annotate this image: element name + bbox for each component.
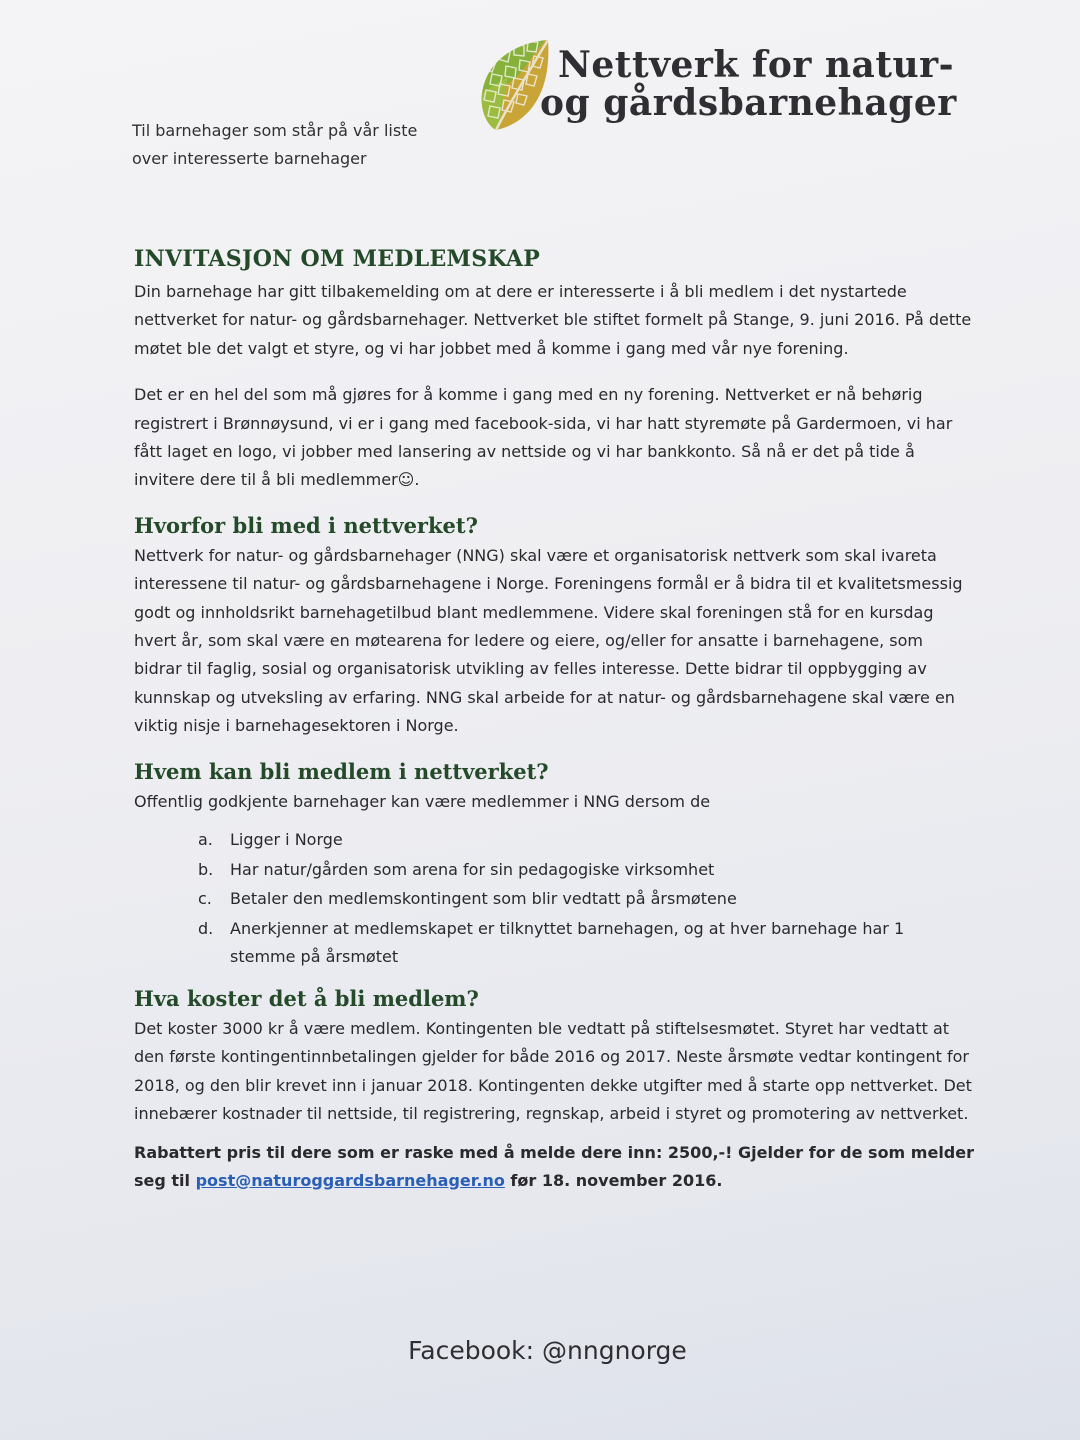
- cost-paragraph: Det koster 3000 kr å være medlem. Kontingenten ble vedtatt på stiftelsesmøtet. Styret har vedtatt at den første kontingentinnbetalingen gjelder for både 2016 og 2017. Neste årsmøte vedtar kontingent for 2018, og den blir krevet inn i januar 2018. Kontingenten dekke utgifter med å starte opp nettverket. Det innebærer kostnader til nettside, til registrering, regnskap, arbeid i styret og promotering av nettverket.: [134, 1019, 972, 1124]
- email-link[interactable]: post@naturoggardsbarnehager.no: [195, 1170, 505, 1190]
- criteria-text: Har natur/gården som arena for sin pedagogiske virksomhet: [230, 859, 715, 879]
- who-heading: Hvem kan bli medlem i nettverket?: [134, 758, 549, 784]
- recipient-address: [132, 117, 417, 173]
- discount-text: Rabattert pris til dere som er raske med å melde dere inn: 2500,-! Gjelder for de som melder seg til: [134, 1142, 974, 1190]
- criteria-label: d.: [198, 918, 214, 938]
- criteria-item: [198, 885, 974, 914]
- criteria-text: Anerkjenner at medlemskapet er tilknyttet barnehagen, og at hver barnehage har 1 stemme på årsmøtet: [230, 918, 905, 967]
- who-intro: Offentlig godkjente barnehager kan være medlemmer i NNG dersom de: [134, 791, 711, 811]
- recipient-line: Til barnehager som står på vår liste: [132, 121, 418, 140]
- criteria-label: c.: [198, 889, 212, 909]
- invitation-heading: INVITASJON OM MEDLEMSKAP: [134, 246, 541, 272]
- criteria-text: Ligger i Norge: [230, 830, 343, 850]
- criteria-label: a.: [198, 830, 213, 850]
- criteria-item: [198, 915, 974, 972]
- org-name-line2: og gårdsbarnehager: [540, 82, 957, 124]
- criteria-item: [198, 826, 974, 855]
- invitation-paragraph: Det er en hel del som må gjøres for å komme i gang med en ny forening. Nettverket er nå behørig registrert i Brønnøysund, vi er i gang med facebook-sida, vi har hatt styremøte på Gardermoen, vi har fått laget en logo, vi jobber med lansering av nettside og vi har bankkonto. Så nå er det på tide å invitere dere til å bli medlemmer☺.: [134, 385, 953, 490]
- facebook-handle: Facebook: @nngnorge: [408, 1336, 687, 1365]
- discount-notice: [134, 1139, 974, 1195]
- why-heading: Hvorfor bli med i nettverket?: [134, 512, 478, 538]
- who-section: [134, 759, 974, 972]
- cost-section: [134, 986, 974, 1195]
- recipient-line: over interesserte barnehager: [132, 149, 367, 168]
- why-paragraph: Nettverk for natur- og gårdsbarnehager (NNG) skal være et organisatorisk nettverk som skal ivareta interessene til natur- og gårdsbarnehagene i Norge. Foreningens formål er å bidra til et kvalitetsmessig godt og innholdsrikt barnehagetilbud blant medlemmene. Videre skal foreningen stå for en kursdag hvert år, som skal være en møtearena for ledere og eiere, og/eller for ansatte i barnehagene, som bidrar til faglig, sosial og organisatorisk utvikling av felles interesse. Dette bidrar til oppbygging av kunnskap og utveksling av erfaring. NNG skal arbeide for at natur- og gårdsbarnehagene skal være en viktig nisje i barnehagesektoren i Norge.: [134, 545, 963, 736]
- invitation-paragraph: Din barnehage har gitt tilbakemelding om at dere er interesserte i å bli medlem i det nystartede nettverket for natur- og gårdsbarnehager. Nettverket ble stiftet formelt på Stange, 9. juni 2016. På dette møtet ble det valgt et styre, og vi har jobbet med å komme i gang med vår nye forening.: [134, 282, 972, 358]
- criteria-label: b.: [198, 859, 214, 879]
- why-section: [134, 513, 974, 741]
- org-logo: [478, 32, 998, 142]
- criteria-item: [198, 856, 974, 885]
- org-name: [540, 46, 980, 122]
- discount-deadline: før 18. november 2016.: [510, 1170, 723, 1190]
- criteria-text: Betaler den medlemskontingent som blir vedtatt på årsmøtene: [230, 889, 737, 909]
- cost-heading: Hva koster det å bli medlem?: [134, 986, 479, 1012]
- letter-body: [134, 246, 974, 1195]
- org-name-line1: Nettverk for natur-: [558, 44, 955, 86]
- criteria-list: [134, 826, 974, 972]
